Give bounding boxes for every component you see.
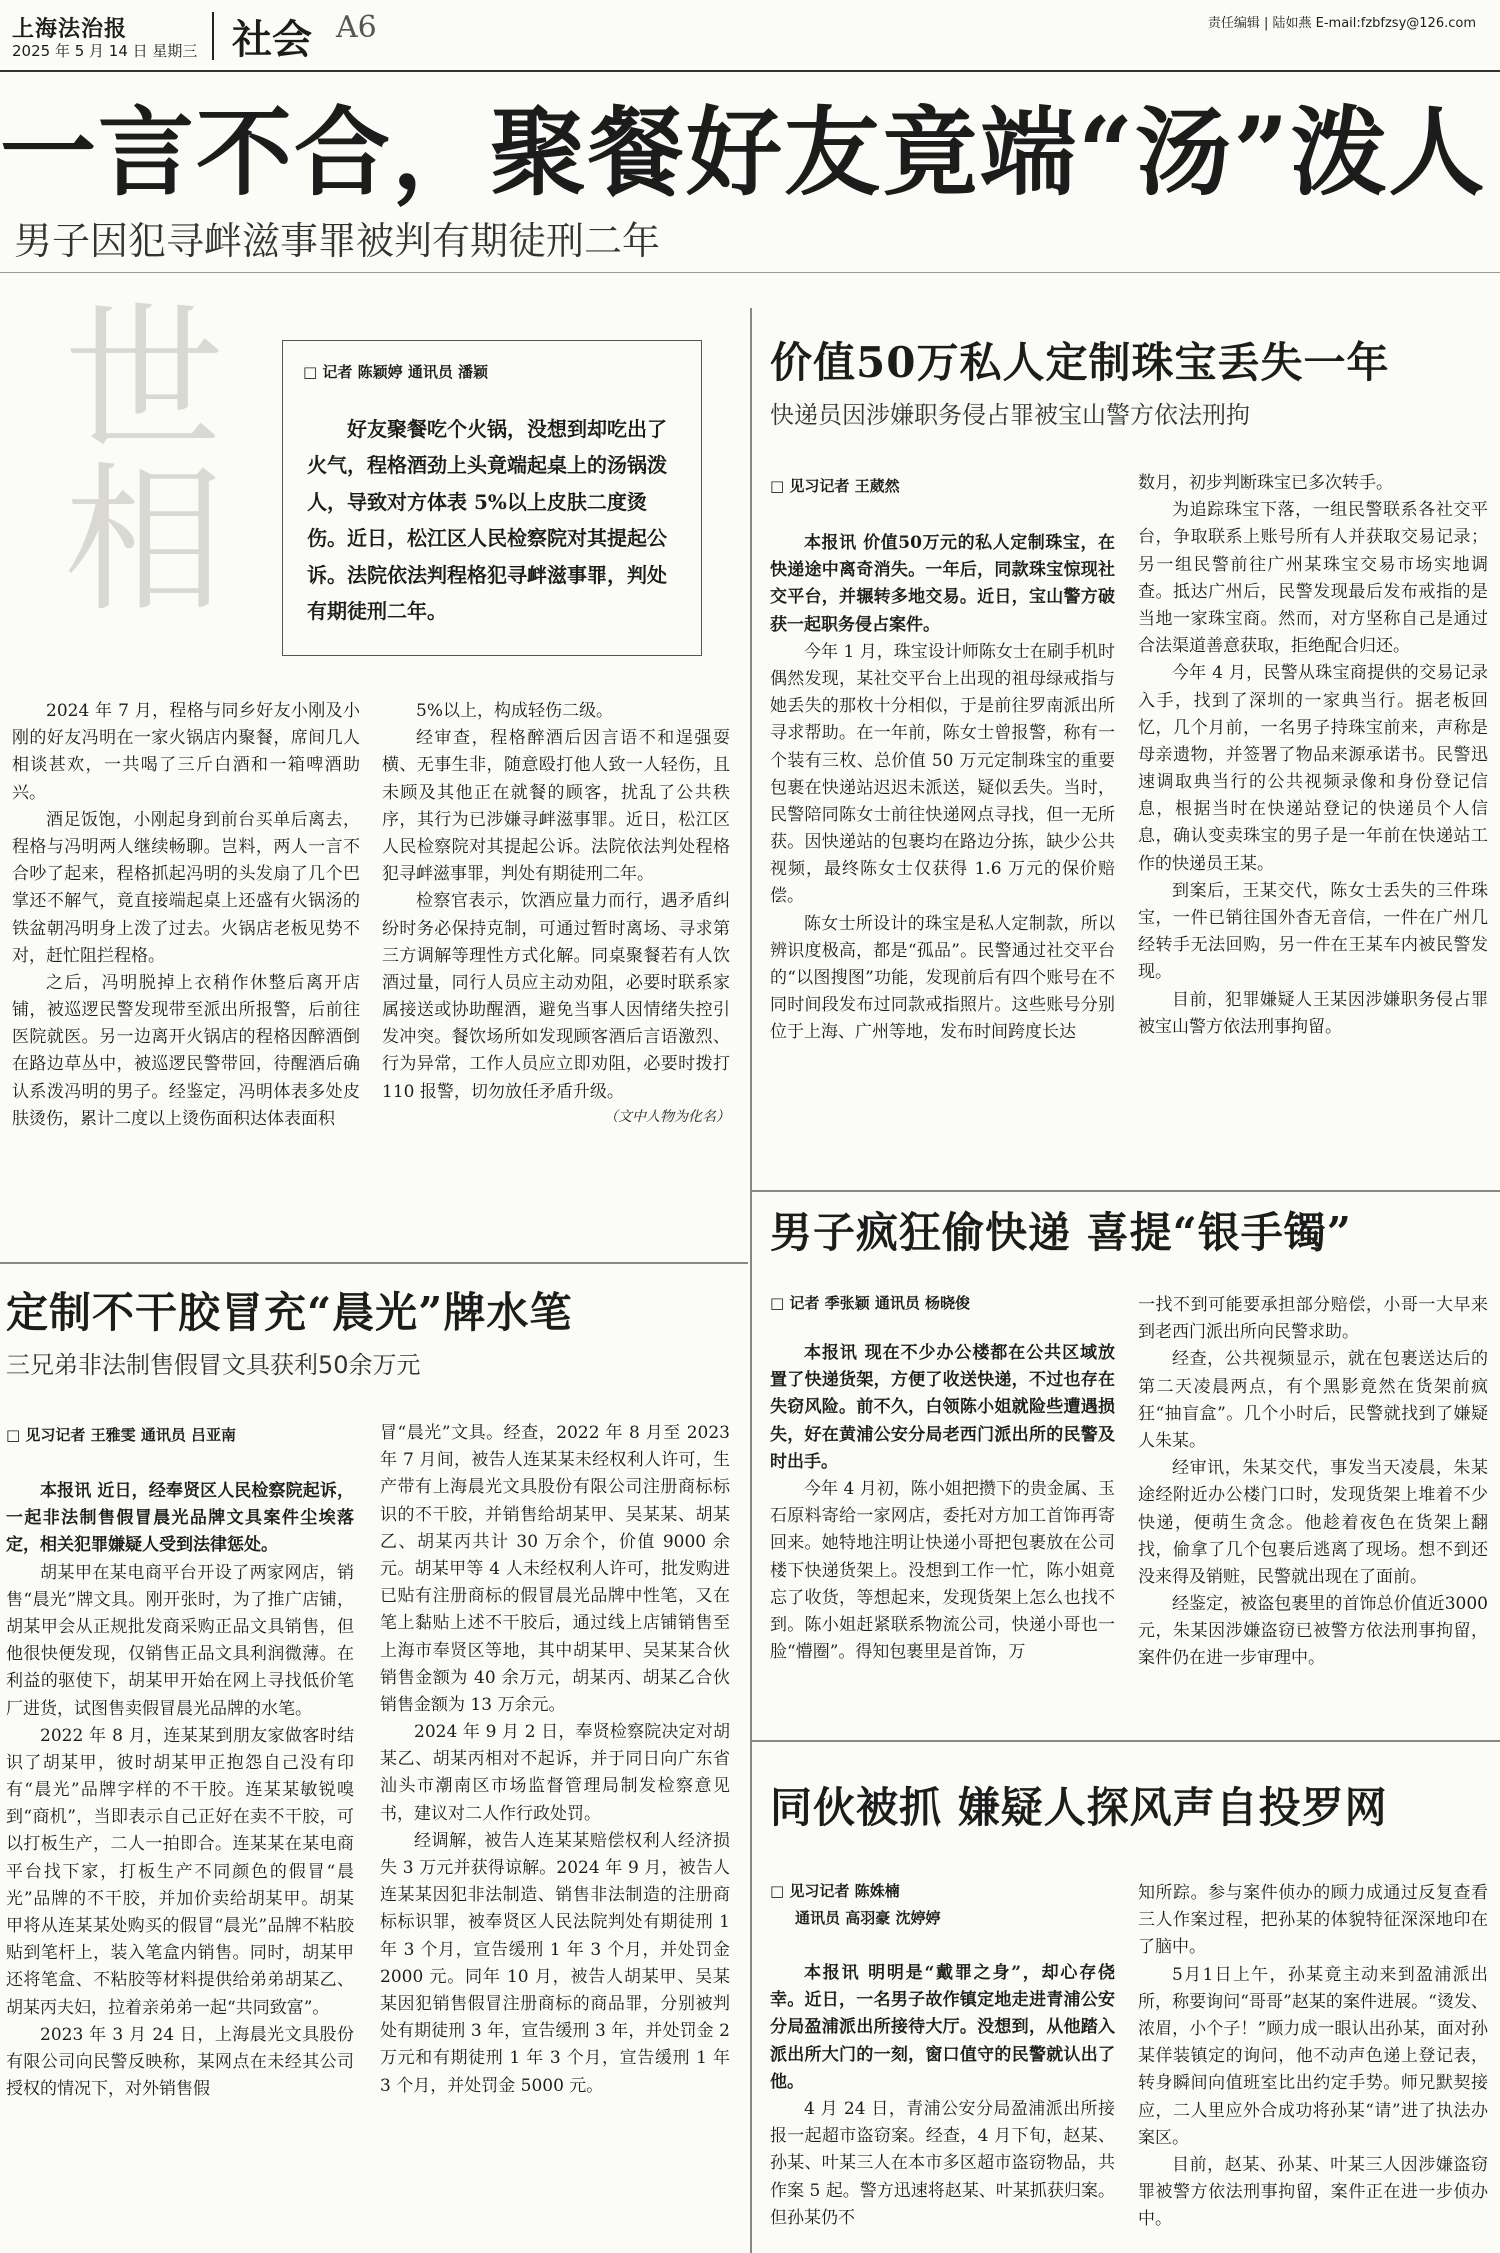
right-story-divider-1 <box>752 1190 1500 1192</box>
story1-byline: □ 记者 陈颖婷 通讯员 潘颖 <box>303 363 489 381</box>
header-rule <box>0 70 1500 72</box>
paragraph: 胡某甲在某电商平台开设了两家网店，销售“晨光”牌文具。刚开张时，为了推广店铺，胡某甲会从正规批发商采购正品文具销售，但他很快便发现，仅销售正品文具利润微薄。在利益的驱使下，胡某甲开始在网上寻找低价笔厂进货，试图售卖假冒晨光品牌的水笔。 <box>6 1562 354 1719</box>
story2-column-2 <box>1138 470 1488 1041</box>
paragraph: 5%以上，构成轻伤二级。 <box>416 701 613 721</box>
column-divider <box>750 308 752 2253</box>
story3-byline: □ 见习记者 王雅雯 通讯员 吕亚南 <box>6 1426 237 1444</box>
editor-info: 责任编辑 | 陆如燕 E-mail:fzbfzsy@126.com <box>1207 16 1476 31</box>
left-story-divider <box>0 1262 748 1264</box>
right-story-divider-2 <box>752 1740 1500 1742</box>
story2-subhead: 快递员因涉嫌职务侵占罪被宝山警方依法刑拘 <box>770 401 1250 429</box>
paragraph: 今年 4 月初，陈小姐把攒下的贵金属、玉石原料寄给一家网店，委托对方加工首饰再寄回来。她特地注明让快递小哥把包裹放在公司楼下快递货架上。没想到工作一忙，陈小姐竟忘了收货，等想起来，发现货架上怎么也找不到。陈小姐赶紧联系物流公司，快递小哥也一脸“懵圈”。得知包裹里是首饰，万 <box>770 1478 1115 1663</box>
paragraph: 数月，初步判断珠宝已多次转手。 <box>1138 473 1393 493</box>
paragraph: 之后，冯明脱掉上衣稍作休整后离开店铺，被巡逻民警发现带至派出所报警，后前往医院就医。另一边离开火锅店的程格因醉酒倒在路边草丛中，被巡逻民警带回，待醒酒后确认系泼冯明的男子。经鉴定，冯明体表多处皮肤烫伤，累计二度以上烫伤面积达体表面积 <box>12 972 360 1129</box>
issue-date: 2025 年 5 月 14 日 星期三 <box>12 42 198 60</box>
paragraph: 今年 4 月，民警从珠宝商提供的交易记录入手，找到了深圳的一家典当行。据老板回忆，几个月前，一名男子持珠宝前来，声称是母亲遗物，并签署了物品来源承诺书。民警迅速调取典当行的公共视频录像和身份登记信息，根据当时在快递站登记的快递员个人信息，确认变卖珠宝的男子是一年前在快递站工作的快递员王某。 <box>1138 663 1488 874</box>
story1-summary: 好友聚餐吃个火锅，没想到却吃出了火气，程格酒劲上头竟端起桌上的汤锅泼人，导致对方体表 5%以上皮肤二度烫伤。近日，松江区人民检察院对其提起公诉。法院依法判程格犯寻衅滋事罪，判处有期徒刑二年。 <box>307 417 667 623</box>
story2-column-1 <box>770 530 1115 1047</box>
paragraph: 2023 年 3 月 24 日，上海晨光文具股份有限公司向民警反映称，某网点在未经其公司授权的情况下，对外销售假 <box>6 2024 354 2100</box>
paragraph: 本报讯 明明是“戴罪之身”，却心存侥幸。近日，一名男子故作镇定地走进青浦公安分局盈浦派出所接待大厅。没想到，从他踏入派出所大门的一刻，窗口值守的民警就认出了他。 <box>770 1963 1115 2092</box>
paragraph: 经鉴定，被盗包裹里的首饰总价值近3000元，朱某因涉嫌盗窃已被警方依法刑事拘留，案件仍在进一步审理中。 <box>1138 1594 1488 1669</box>
story5-column-1 <box>770 1960 1115 2232</box>
story1-column-1 <box>12 698 360 1133</box>
story3-subhead: 三兄弟非法制售假冒文具获利50余万元 <box>6 1351 421 1379</box>
paragraph: 一找不到可能要承担部分赔偿，小哥一大早来到老西门派出所向民警求助。 <box>1138 1295 1488 1343</box>
paragraph: 知所踪。参与案件侦办的顾力成通过反复查看三人作案过程，把孙某的体貌特征深深地印在了脑中。 <box>1138 1883 1488 1958</box>
paragraph: 陈女士所设计的珠宝是私人定制款，所以辨识度极高，都是“孤品”。民警通过社交平台的“以图搜图”功能，发现前后有四个账号在不同时间段发布过同款戒指照片。这些账号分别位于上海、广州等地，发布时间跨度长达 <box>770 913 1115 1043</box>
header-divider <box>212 12 214 60</box>
paragraph: 目前，赵某、孙某、叶某三人因涉嫌盗窃罪被警方依法刑事拘留，案件正在进一步侦办中。 <box>1138 2154 1488 2230</box>
paragraph: 冒“晨光”文具。经查，2022 年 8 月至 2023 年 7 月间，被告人连某某未经权利人许可，生产带有上海晨光文具股份有限公司注册商标标识的不干胶，并销售给胡某甲、吴某某、胡某乙、胡某丙共计 30 万余个，价值 9000 余元。胡某甲等 4 人未经权利人许可，批发购进已贴有注册商标的假冒晨光品牌中性笔，又在笔上黏贴上述不干胶后，通过线上店铺销售至上海市奉贤区等地，其中胡某甲、吴某某合伙销售金额为 40 余万元，胡某丙、胡某乙合伙销售金额为 13 万余元。 <box>380 1423 730 1715</box>
headline-rule <box>0 272 1500 273</box>
paragraph: 检察官表示，饮酒应量力而行，遇矛盾纠纷时务必保持克制，可通过暂时离场、寻求第三方调解等理性方式化解。同桌聚餐若有人饮酒过量，同行人员应主动劝阻，必要时联系家属接送或协助醒酒，避免当事人因情绪失控引发冲突。餐饮场所如发现顾客酒后言语激烈、行为异常，工作人员应立即劝阻，必要时拨打 110 报警，切勿放任矛盾升级。 <box>382 891 730 1102</box>
paragraph: 本报讯 近日，经奉贤区人民检察院起诉，一起非法制售假冒晨光品牌文具案件尘埃落定，相关犯罪嫌疑人受到法律惩处。 <box>6 1481 354 1556</box>
story2-headline: 价值50万私人定制珠宝丢失一年 <box>770 338 1390 387</box>
section-watermark: 世相 <box>37 295 224 615</box>
paragraph: 目前，犯罪嫌疑人王某因涉嫌职务侵占罪被宝山警方依法刑事拘留。 <box>1138 989 1488 1037</box>
story5-byline-2: 通讯员 高羽豪 沈婷婷 <box>795 1909 941 1927</box>
story3-column-2 <box>380 1420 730 2100</box>
story1-note: （文中人物为化名） <box>604 1108 730 1125</box>
section-name: 社会 <box>232 17 312 63</box>
paragraph: 为追踪珠宝下落，一组民警联系各社交平台，争取联系上账号所有人并获取交易记录；另一组民警前往广州某珠宝交易市场实地调查。抵达广州后，民警发现最后发布戒指的是当地一家珠宝商。然而，对方坚称自己是通过合法渠道善意获取，拒绝配合归还。 <box>1138 500 1488 657</box>
paragraph: 本报讯 现在不少办公楼都在公共区域放置了快递货架，方便了收送快递，不过也存在失窃风险。前不久，白领陈小姐就险些遭遇损失，好在黄浦公安分局老西门派出所的民警及时出手。 <box>770 1343 1115 1472</box>
paragraph: 2024 年 9 月 2 日，奉贤检察院决定对胡某乙、胡某丙相对不起诉，并于同日向广东省汕头市潮南区市场监督管理局制发检察意见书，建议对二人作行政处罚。 <box>380 1722 730 1824</box>
paragraph: 本报讯 价值50万元的私人定制珠宝，在快递途中离奇消失。一年后，同款珠宝惊现社交平台，并辗转多地交易。近日，宝山警方破获一起职务侵占案件。 <box>770 533 1115 635</box>
story5-headline: 同伙被抓 嫌疑人探风声自投罗网 <box>770 1783 1388 1832</box>
story4-column-1 <box>770 1340 1115 1666</box>
paragraph: 到案后，王某交代，陈女士丢失的三件珠宝，一件已销往国外杳无音信，一件在广州几经转手无法回购，另一件在王某车内被民警发现。 <box>1138 880 1488 983</box>
paragraph: 2022 年 8 月，连某某到朋友家做客时结识了胡某甲，彼时胡某甲正抱怨自己没有印有“晨光”品牌字样的不干胶。连某某敏锐嗅到“商机”，当即表示自己正好在卖不干胶，可以打板生产，二人一拍即合。连某某在某电商平台找下家，打板生产不同颜色的假冒“晨光”品牌的不干胶，并加价卖给胡某甲。胡某甲将从连某某处购买的假冒“晨光”品牌不粘胶贴到笔杆上，装入笔盒内销售。同时，胡某甲还将笔盒、不粘胶等材料提供给弟弟胡某乙、胡某丙夫妇，拉着亲弟弟一起“共同致富”。 <box>6 1725 354 2018</box>
story1-subhead: 男子因犯寻衅滋事罪被判有期徒刑二年 <box>14 219 661 263</box>
story5-byline: □ 见习记者 陈姝楠 <box>770 1882 900 1900</box>
story4-column-2 <box>1138 1292 1488 1673</box>
paragraph: 经审讯，朱某交代，事发当天凌晨，朱某途经附近办公楼门口时，发现货架上堆着不少快递，便萌生贪念。他趁着夜色在货架上翻找，偷拿了几个包裹后逃离了现场。想不到还没来得及销赃，民警就出现在了面前。 <box>1138 1458 1488 1587</box>
story4-byline: □ 记者 季张颖 通讯员 杨晓俊 <box>770 1294 971 1312</box>
paragraph: 经查，公共视频显示，就在包裹送达后的第二天凌晨两点，有个黑影竟然在货架前疯狂“抽盲盒”。几个小时后，民警就找到了嫌疑人朱某。 <box>1138 1349 1488 1451</box>
paragraph: 今年 1 月，珠宝设计师陈女士在刷手机时偶然发现，某社交平台上出现的祖母绿戒指与她丢失的那枚十分相似，于是前往罗南派出所寻求帮助。在一年前，陈女士曾报警，称有一个装有三枚、总价值 50 万元定制珠宝的重要包裹在快递站迟迟未派送，疑似丢失。当时，民警陪同陈女士前往快递网点寻找，但一无所获。因快递站的包裹均在路边分拣，缺少公共视频，最终陈女士仅获得 1.6 万元的保价赔偿。 <box>770 641 1115 907</box>
paragraph: 5月1日上午，孙某竟主动来到盈浦派出所，称要询问“哥哥”赵某的案件进展。“烫发、浓眉，小个子！”顾力成一眼认出孙某，面对孙某佯装镇定的询问，他不动声色递上登记表，转身瞬间向值班室比出约定手势。师兄默契接应，二人里应外合成功将孙某“请”进了执法办案区。 <box>1138 1964 1488 2148</box>
story1-column-2 <box>382 698 730 1128</box>
story5-column-2 <box>1138 1880 1488 2233</box>
paragraph: 经调解，被告人连某某赔偿权利人经济损失 3 万元并获得谅解。2024 年 9 月，被告人连某某因犯非法制造、销售非法制造的注册商标标识罪，被奉贤区人民法院判处有期徒刑 1 年 3 个月，宣告缓刑 1 年 3 个月，并处罚金 2000 元。同年 10 月，被告人胡某甲、吴某某因犯销售假冒注册商标的商品罪，分别被判处有期徒刑 3 年，宣告缓刑 3 年，并处罚金 2 万元和有期徒刑 1 年 3 个月，宣告缓刑 1 年 3 个月，并处罚金 5000 元。 <box>380 1830 730 2096</box>
story1-headline: 一言不合，聚餐好友竟端“汤”泼人 <box>0 96 1487 209</box>
paragraph: 经审查，程格醉酒后因言语不和逞强耍横、无事生非，随意殴打他人致一人轻伤，且未顾及其他正在就餐的顾客，扰乱了公共秩序，其行为已涉嫌寻衅滋事罪。近日，松江区人民检察院对其提起公诉。法院依法判处程格犯寻衅滋事罪，判处有期徒刑二年。 <box>382 728 730 885</box>
paragraph: 2024 年 7 月，程格与同乡好友小刚及小刚的好友冯明在一家火锅店内聚餐，席间几人相谈甚欢，一共喝了三斤白酒和一箱啤酒助兴。 <box>12 701 360 803</box>
newspaper-logo: 上海法治报 <box>12 16 128 42</box>
paragraph: 4 月 24 日，青浦公安分局盈浦派出所接报一起超市盗窃案。经查，4 月下旬，赵某、孙某、叶某三人在本市多区超市盗窃物品，共作案 5 起。警方迅速将赵某、叶某抓获归案。但孙某仍不 <box>770 2098 1115 2228</box>
paragraph: 酒足饭饱，小刚起身到前台买单后离去，程格与冯明两人继续畅聊。岂料，两人一言不合吵了起来，程格抓起冯明的头发扇了几个巴掌还不解气，竟直接端起桌上还盛有火锅汤的铁盆朝冯明身上泼了过去。火锅店老板见势不对，赶忙阻拦程格。 <box>12 809 360 966</box>
story3-column-1 <box>6 1478 354 2103</box>
story2-byline: □ 见习记者 王葳然 <box>770 477 900 495</box>
story1-summary-box <box>282 340 702 656</box>
story4-headline: 男子疯狂偷快递 喜提“银手镯” <box>770 1208 1352 1257</box>
story3-headline: 定制不干胶冒充“晨光”牌水笔 <box>6 1288 573 1337</box>
page-number: A6 <box>336 10 377 45</box>
